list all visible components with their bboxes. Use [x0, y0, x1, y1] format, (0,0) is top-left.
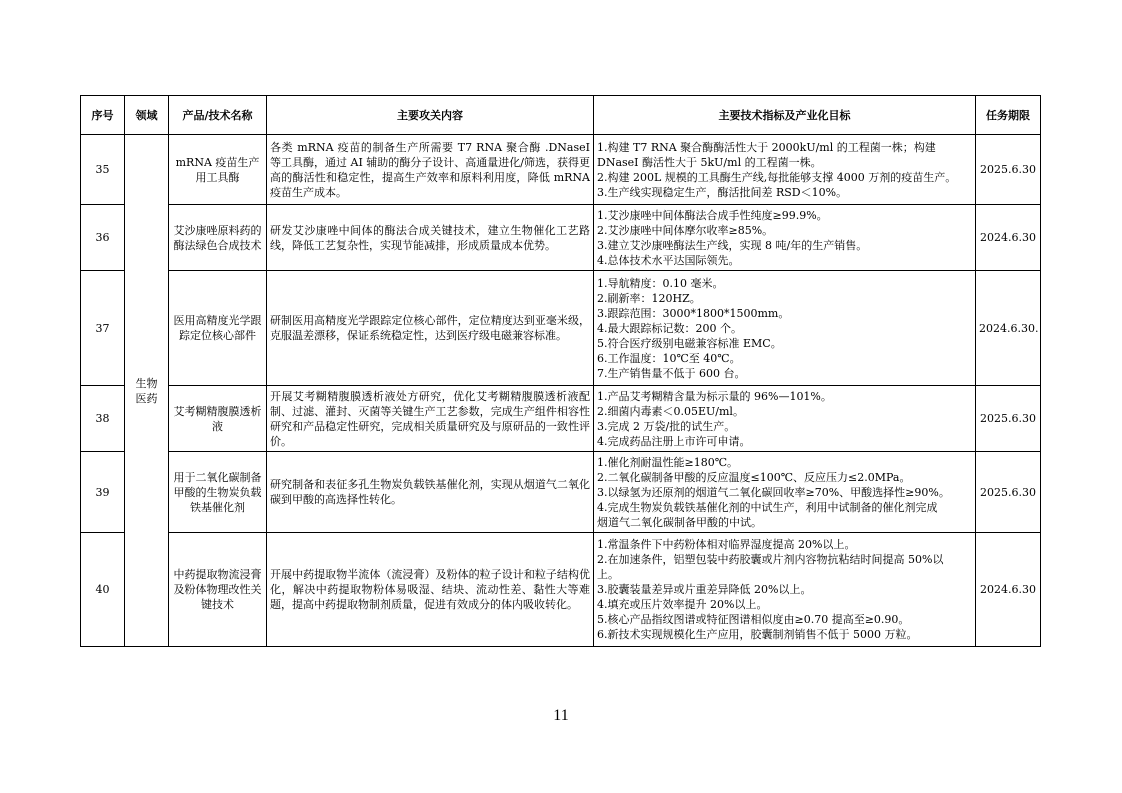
row-seq: 37 — [81, 271, 125, 386]
row-product: 用于二氧化碳制备甲酸的生物炭负载铁基催化剂 — [169, 452, 267, 533]
projects-table — [80, 95, 1041, 647]
target-line: 4.总体技术水平达国际领先。 — [597, 253, 740, 267]
row-product: 艾考糊精腹膜透析液 — [169, 386, 267, 452]
target-line: 1.常温条件下中药粉体相对临界湿度提高 20%以上。 — [597, 538, 856, 551]
target-line: 7.生产销售量不低于 600 台。 — [597, 366, 746, 380]
row-period: 2024.6.30. — [976, 271, 1041, 386]
target-line: 1.导航精度：0.10 毫米。 — [597, 276, 724, 290]
row-product: 医用高精度光学跟踪定位核心部件 — [169, 271, 267, 386]
row-seq: 38 — [81, 386, 125, 452]
target-line: 6.新技术实现规模化生产应用，胶囊制剂销售不低于 5000 万粒。 — [597, 628, 918, 641]
table-row — [81, 135, 1041, 205]
target-line: 2.艾沙康唑中间体摩尔收率≥85%。 — [597, 223, 774, 237]
row-targets — [594, 135, 976, 205]
target-line: 2.刷新率：120HZ。 — [597, 291, 701, 305]
header-targets: 主要技术指标及产业化目标 — [594, 96, 976, 135]
table-header-row — [81, 96, 1041, 135]
row-period: 2024.6.30 — [976, 533, 1041, 647]
row-product: 中药提取物流浸膏及粉体物理改性关键技术 — [169, 533, 267, 647]
row-seq: 35 — [81, 135, 125, 205]
target-line: 1.构建 T7 RNA 聚合酶酶活性大于 2000kU/ml 的工程菌一株；构建 — [597, 140, 936, 154]
target-line: 4.完成生物炭负载铁基催化剂的中试生产，利用中试制备的催化剂完成 — [597, 500, 938, 514]
row-content: 开展艾考糊精腹膜透析液处方研究，优化艾考糊精腹膜透析液配制、过滤、灌封、灭菌等关键生产工艺参数，完成生产组件相容性研究和产品稳定性研究，完成相关质量研究及与原研品的一致性评价。 — [267, 386, 594, 452]
table-row — [81, 386, 1041, 452]
table-row — [81, 205, 1041, 271]
target-line: 上。 — [597, 568, 619, 581]
row-targets — [594, 533, 976, 647]
row-period: 2025.6.30 — [976, 135, 1041, 205]
row-targets — [594, 205, 976, 271]
row-period: 2025.6.30 — [976, 452, 1041, 533]
header-period: 任务期限 — [976, 96, 1041, 135]
target-line: 3.以绿氢为还原剂的烟道气二氧化碳回收率≥70%、甲酸选择性≥90%。 — [597, 485, 950, 499]
target-line: 3.建立艾沙康唑酶法生产线，实现 8 吨/年的生产销售。 — [597, 238, 868, 252]
row-product: mRNA 疫苗生产用工具酶 — [169, 135, 267, 205]
table-row — [81, 533, 1041, 647]
row-seq: 36 — [81, 205, 125, 271]
target-line: 4.完成药品注册上市许可申请。 — [597, 434, 751, 448]
row-content: 各类 mRNA 疫苗的制备生产所需要 T7 RNA 聚合酶 .DNaseI 等工具酶，通过 AI 辅助的酶分子设计、高通量进化/筛选，获得更高的酶活性和稳定性，提高生产效率和原料利用度，降低 mRNA 疫苗生产成本。 — [267, 135, 594, 205]
target-line: 2.构建 200L 规模的工具酶生产线,每批能够支撑 4000 万剂的疫苗生产。 — [597, 170, 957, 184]
target-line: 2.在加速条件，铝塑包装中药胶囊或片剂内容物抗粘结时间提高 50%以 — [597, 553, 944, 566]
target-line: 6.工作温度：10℃至 40℃。 — [597, 351, 741, 365]
target-line: DNaseI 酶活性大于 5kU/ml 的工程菌一株。 — [597, 155, 822, 169]
row-content: 研究制备和表征多孔生物炭负载铁基催化剂，实现从烟道气二氧化碳到甲酸的高选择性转化。 — [267, 452, 594, 533]
target-line: 3.完成 2 万袋/批的试生产。 — [597, 419, 736, 433]
target-line: 2.细菌内毒素＜0.05EU/ml。 — [597, 404, 744, 418]
target-line: 3.生产线实现稳定生产，酶活批间差 RSD＜10%。 — [597, 185, 848, 199]
target-line: 4.最大跟踪标记数：200 个。 — [597, 321, 742, 335]
row-targets — [594, 386, 976, 452]
page-number: 11 — [553, 707, 569, 724]
row-seq: 40 — [81, 533, 125, 647]
target-line: 2.二氧化碳制备甲酸的反应温度≤100℃、反应压力≤2.0MPa。 — [597, 470, 911, 484]
row-targets — [594, 452, 976, 533]
target-line: 3.跟踪范围：3000*1800*1500mm。 — [597, 306, 790, 320]
header-seq: 序号 — [81, 96, 125, 135]
row-period: 2025.6.30 — [976, 386, 1041, 452]
header-content: 主要攻关内容 — [267, 96, 594, 135]
row-content: 研制医用高精度光学跟踪定位核心部件，定位精度达到亚毫米级，克服温差漂移，保证系统稳定性，达到医疗级电磁兼容标准。 — [267, 271, 594, 386]
target-line: 1.催化剂耐温性能≥180℃。 — [597, 455, 739, 469]
row-content: 开展中药提取物半流体（流浸膏）及粉体的粒子设计和粒子结构优化，解决中药提取物粉体易吸湿、结块、流动性差、黏性大等难题，提高中药提取物制剂质量，促进有效成分的体内吸收转化。 — [267, 533, 594, 647]
header-product: 产品/技术名称 — [169, 96, 267, 135]
table-row — [81, 452, 1041, 533]
target-line: 5.核心产品指纹图谱或特征图谱相似度由≥0.70 提高至≥0.90。 — [597, 613, 910, 626]
row-period: 2024.6.30 — [976, 205, 1041, 271]
row-targets — [594, 271, 976, 386]
target-line: 3.胶囊装量差异或片重差异降低 20%以上。 — [597, 583, 812, 596]
target-line: 4.填充或压片效率提升 20%以上。 — [597, 598, 768, 611]
header-field: 领域 — [125, 96, 169, 135]
row-content: 研发艾沙康唑中间体的酶法合成关键技术，建立生物催化工艺路线，降低工艺复杂性，实现节能减排，形成质量成本优势。 — [267, 205, 594, 271]
target-line: 1.艾沙康唑中间体酶法合成手性纯度≥99.9%。 — [597, 208, 828, 222]
target-line: 烟道气二氧化碳制备甲酸的中试。 — [597, 515, 762, 529]
target-line: 5.符合医疗级别电磁兼容标准 EMC。 — [597, 336, 782, 350]
row-product: 艾沙康唑原料药的酶法绿色合成技术 — [169, 205, 267, 271]
row-seq: 39 — [81, 452, 125, 533]
field-cell: 生物医药 — [125, 135, 169, 647]
target-line: 1.产品艾考糊精含量为标示量的 96%—101%。 — [597, 389, 832, 403]
table-row — [81, 271, 1041, 386]
